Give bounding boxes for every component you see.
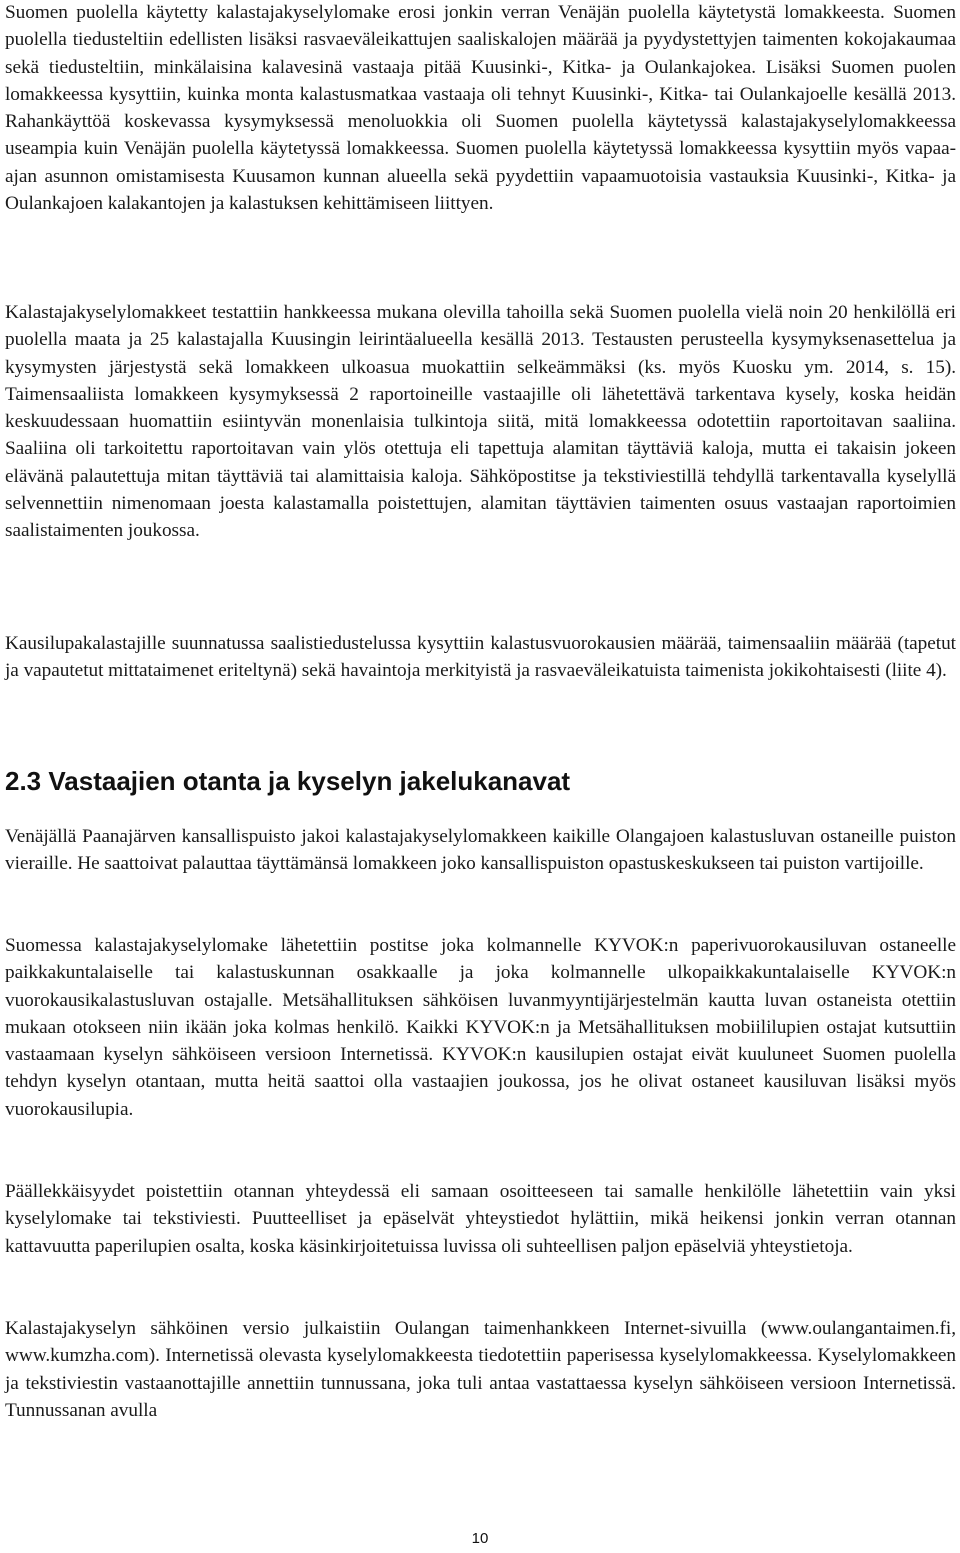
paragraph-russia-distribution: Venäjällä Paanajärven kansallispuisto jakoi kalastajakyselylomakkeen kaikille Olangajoen kalastusluvan ostaneille puiston vieraille. He saattoivat palauttaa täyttämänsä lomakkeen joko kansallispuiston opastuskeskukseen tai puiston vartijoille. (5, 826, 956, 875)
page-number: 10 (471, 1530, 489, 1547)
paragraph-questionnaire-testing: Kalastajakyselylomakkeet testattiin hankkeessa mukana olevilla tahoilla sekä Suomen puolella vielä noin 20 henkilöllä eri puolella maata ja 25 kalastajalla Kuusingin leirintäalueella kesällä 2013. Testausten perusteella kysymyksenasettelua ja kysymysten järjestystä sekä lomakkeen ulkoasua muokattiin selkeämmäksi (ks. myös Kuosku ym. 2014, s. 15). Taimensaaliista lomakkeen kysymyksessä 2 raportoineille vastaajille oli lähetettävä tarkentava kysely, koska heidän keskuudessaan huomattiin esiintyvän monenlaisia tulkintoja siitä, mitä lomakkeessa odotettiin raportoitavan saaliina. Saaliina oli tarkoitettu raportoitavan vain ylös otettuja eli tapettuja alamitan täyttäviä kaloja, mutta ei takaisin jokeen elävänä palautettuja mitan täyttäviä tai alamittaisia kaloja. Sähköpostitse ja tekstiviestillä tehdyllä tarkentavalla kyselyllä selvennettiin nimenomaan joesta kalastamalla poistettujen, alamitan täyttävien taimenten osuus vastaajan raportoimien saalistaimenten joukossa. (5, 302, 956, 542)
paragraph-season-permit-survey: Kausilupakalastajille suunnatussa saalistiedustelussa kysyttiin kalastusvuorokausien määrää, taimensaaliin määrää (tapetut ja vapautetut mittataimenet eriteltynä) sekä havaintoja merkityistä ja rasvaeväleikatuista taimenista jokikohtaisesti (liite 4). (5, 633, 956, 682)
paragraph-questionnaire-differences: Suomen puolella käytetty kalastajakyselylomake erosi jonkin verran Venäjän puolella käytetystä lomakkeesta. Suomen puolella tiedusteltiin edellisten lisäksi rasvaeväleikattujen saaliskalojen määrää ja pyydystettyjen taimenten kokojakaumaa sekä tiedusteltiin, minkälaisina kalavesinä vastaaja pitää Kuusinki-, Kitka- ja Oulankajokea. Lisäksi Suomen puolen lomakkeessa kysyttiin, kuinka monta kalastusmatkaa vastaaja oli tehnyt Kuusinki-, Kitka- tai Oulankajoelle kesällä 2013. Rahankäyttöä koskevassa kysymyksessä menoluokkia oli Suomen puolella käytetyssä kalastajakyselylomakkeessa useampia kuin Venäjän puolella käytetyssä lomakkeessa. Suomen puolella käytetyssä lomakkeessa kysyttiin myös vapaa-ajan asunnon omistamisesta Kuusamon kunnan alueella sekä pyydettiin vapaamuotoisia vastauksia Kuusinki-, Kitka- ja Oulankajoen kalakantojen ja kalastuksen kehittämiseen liittyen. (5, 2, 956, 215)
paragraph-duplicate-removal: Päällekkäisyydet poistettiin otannan yhteydessä eli samaan osoitteeseen tai samalle henkilölle lähetettiin vain yksi kyselylomake tai tekstiviesti. Puutteelliset ja epäselvät yhteystiedot hylättiin, mikä heikensi jonkin verran otannan kattavuutta paperilupien osalta, koska käsinkirjoitetuissa luvissa oli suhteellisen paljon epäselviä yhteystietoja. (5, 1181, 956, 1257)
paragraph-finland-distribution: Suomessa kalastajakyselylomake lähetettiin postitse joka kolmannelle KYVOK:n paperivuorokausiluvan ostaneelle paikkakuntalaiselle tai kalastuskunnan osakkaalle ja joka kolmannelle ulkopaikkakuntalaiselle KYVOK:n vuorokausikalastusluvan ostajalle. Metsähallituksen sähköisen luvanmyyntijärjestelmän kautta luvan ostaneista otettiin mukaan otokseen niin ikään joka kolmas henkilö. Kaikki KYVOK:n ja Metsähallituksen mobiililupien ostajat kutsuttiin vastaamaan kyselyn sähköiseen versioon Internetissä. KYVOK:n kausilupien ostajat eivät kuuluneet Suomen puolella tehdyn kyselyn otantaan, mutta heitä saattoi olla vastaajien joukossa, jos he olivat ostaneet kausiluvan lisäksi myös vuorokausilupia. (5, 935, 956, 1120)
paragraph-electronic-version: Kalastajakyselyn sähköinen versio julkaistiin Oulangan taimenhankkeen Internet-sivuilla (www.oulangantaimen.fi, www.kumzha.com). Internetissä olevasta kyselylomakkeesta tiedotettiin paperisessa kyselylomakkeessa. Kyselylomakkeen ja tekstiviestin vastaanottajille annettiin tunnussana, joka tuli antaa vastattaessa kyselyn sähköiseen versioon Internetissä. Tunnussanan avulla (5, 1318, 956, 1421)
section-heading: 2.3 Vastaajien otanta ja kyselyn jakelukanavat (5, 766, 571, 796)
